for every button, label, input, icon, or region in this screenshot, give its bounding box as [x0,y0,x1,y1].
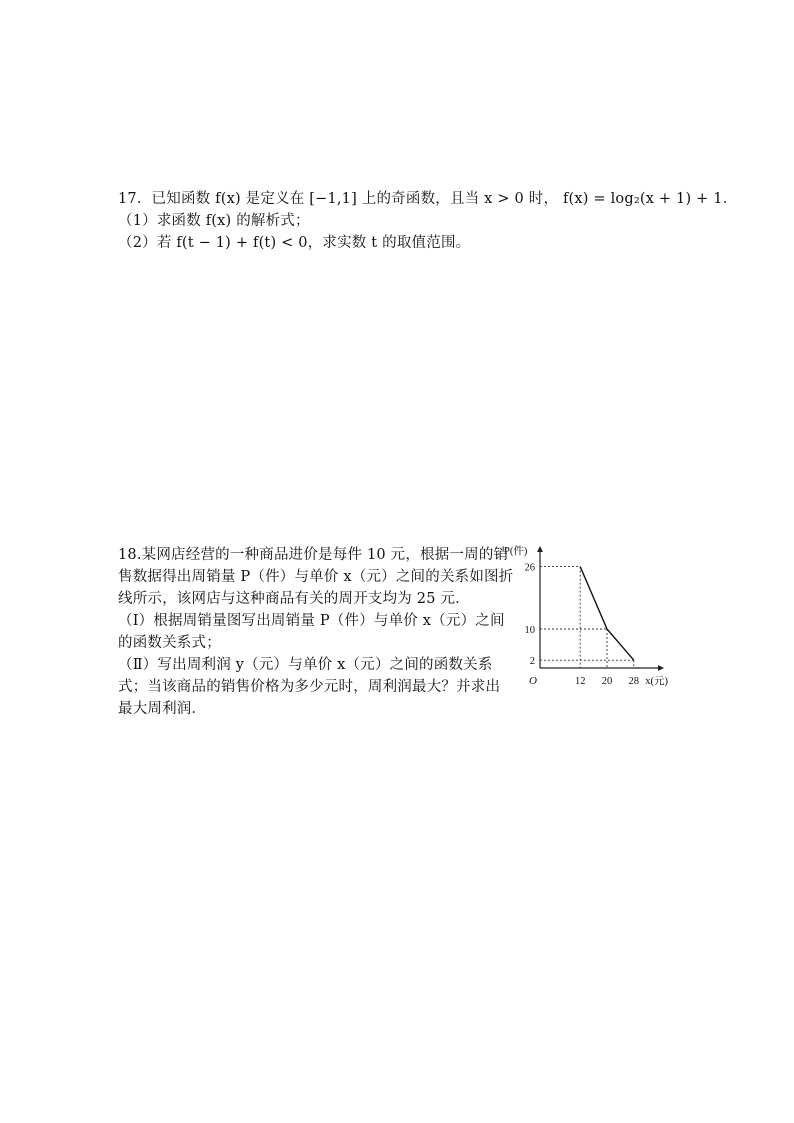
sales-chart [500,540,670,690]
q18-line-3: 线所示，该网店与这种商品有关的周开支均为 25 元． [118,591,470,607]
x-axis-arrow [658,665,664,671]
chart-axes [537,546,664,671]
y-tick-2: 2 [529,656,535,668]
q18-part2-line-3: 最大周利润． [118,701,207,717]
sales-chart-svg [500,540,670,690]
y-tick-26: 26 [524,562,535,574]
x-tick-12: 12 [574,676,586,687]
y-axis-arrow [537,546,543,552]
chart-labels [504,544,668,687]
q18-part2-line-2: 式；当该商品的销售价格为多少元时，周利润最大？并求出 [118,679,501,695]
q18-part1-line-2: 的函数关系式； [118,635,221,651]
q17-part1: （1）求函数 f(x) 的解析式； [118,213,310,229]
q18-part2-line-1: （Ⅱ）写出周利润 y（元）与单价 x（元）之间的函数关系 [118,657,493,673]
q18-line-1: 18.某网店经营的一种商品进价是每件 10 元，根据一周的销 [118,547,509,563]
x-tick-20: 20 [601,676,613,687]
origin-label: O [529,675,537,687]
y-axis-label: P(件) [504,546,528,557]
q17-part2: （2）若 f(t − 1) + f(t) < 0，求实数 t 的取值范围。 [118,235,471,251]
q17-stem: 17．已知函数 f(x) 是定义在 [−1,1] 上的奇函数，且当 x > 0 时， f(x) = log₂(x + 1) + 1． [118,191,738,207]
x-tick-28: 28 [628,676,640,687]
q18-part1-line-1: （Ⅰ）根据周销量图写出周销量 P（件）与单价 x（元）之间 [118,613,505,629]
x-axis-label: x(元) [645,676,668,687]
y-tick-10: 10 [524,625,535,636]
q18-line-2: 售数据得出周销量 P（件）与单价 x（元）之间的关系如图折 [118,569,514,585]
